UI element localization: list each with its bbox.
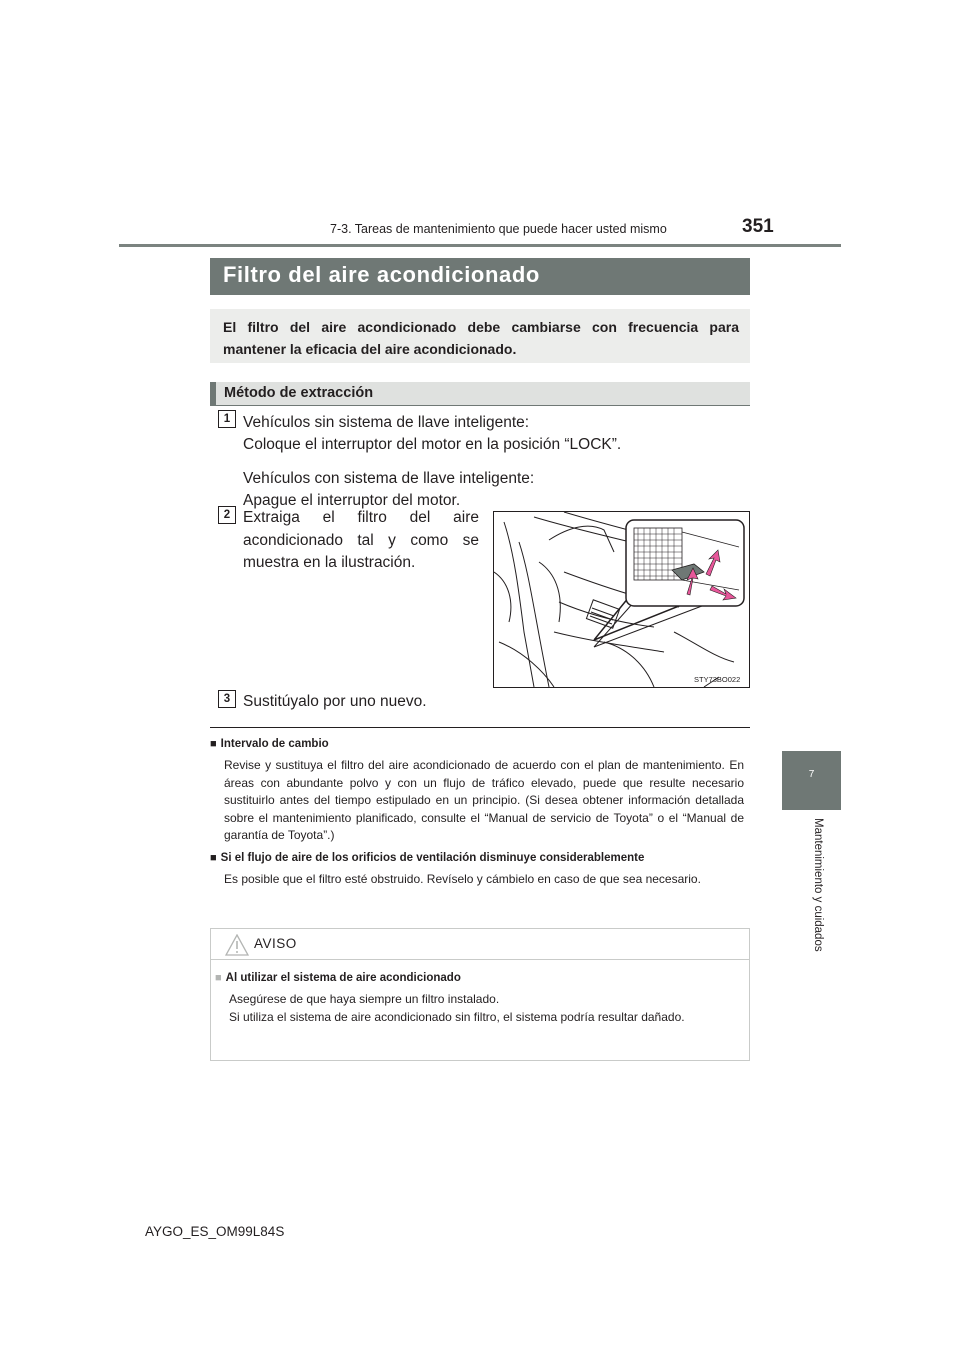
section-rule	[210, 727, 750, 728]
step-3-text: Sustitúyalo por uno nuevo.	[243, 693, 427, 710]
footer-code: AYGO_ES_OM99L84S	[145, 1224, 285, 1239]
step-1-line-1: Vehículos sin sistema de llave inteligente:	[243, 414, 530, 431]
step-2-badge: 2	[218, 506, 236, 524]
warning-marker: ■	[215, 972, 222, 984]
note-2-body: Es posible que el filtro esté obstruido. Revíselo y cámbielo en caso de que sea necesario.	[224, 872, 701, 886]
glovebox-filter-illustration	[493, 511, 750, 688]
warning-line-2: Si utiliza el sistema de aire acondicionado sin filtro, el sistema podría resultar dañado.	[229, 1009, 685, 1024]
note-2-heading-text: Si el flujo de aire de los orificios de ventilación disminuye considerablemente	[220, 852, 645, 864]
note-1-heading	[210, 738, 329, 750]
warning-triangle-icon	[225, 934, 249, 956]
illustration-code: STY73BO022	[694, 675, 741, 684]
chapter-tab	[782, 751, 841, 810]
chapter-label: Mantenimiento y cuidados	[812, 818, 824, 952]
section-title-bar	[210, 258, 750, 295]
intro-box	[210, 309, 750, 363]
glovebox-illustration-svg	[494, 512, 749, 687]
step-1-badge: 1	[218, 410, 236, 428]
warning-heading	[215, 972, 461, 984]
page-number: 351	[742, 216, 774, 237]
method-heading: Método de extracción	[224, 385, 374, 401]
step-1-line-2: Coloque el interruptor del motor en la posición “LOCK”.	[243, 436, 622, 453]
step-1-line-4: Apague el interruptor del motor.	[243, 492, 461, 509]
intro-text: El filtro del aire acondicionado debe cambiarse con frecuencia para mantener la eficacia del aire acondicionado.	[223, 319, 739, 357]
warning-label: AVISO	[254, 936, 297, 951]
chapter-number: 7	[808, 769, 815, 780]
method-heading-accent	[210, 382, 216, 406]
warning-heading-text: Al utilizar el sistema de aire acondicionado	[225, 972, 461, 984]
note-2-heading	[210, 852, 644, 864]
note-1-heading-text: Intervalo de cambio	[220, 738, 329, 750]
step-1-text	[243, 412, 743, 512]
note-1-marker: ■	[210, 738, 217, 750]
note-1-body: Revise y sustituya el filtro del aire acondicionado de acuerdo con el plan de mantenimiento. En áreas con abundante polvo y con un flujo de tráfico elevado, puede que resulte necesario sustituirlo antes del tiempo estipulado en un principio. (Si desea obtener información detallada sobre el mantenimiento planificado, consulte el “Manual de servicio de Toyota” o el “Manual de garantía de Toyota”.)	[224, 758, 744, 842]
step-1-line-3: Vehículos con sistema de llave inteligente:	[243, 470, 535, 487]
note-2-marker: ■	[210, 852, 217, 864]
warning-body	[229, 991, 739, 1026]
header-rule	[119, 244, 841, 247]
method-heading-bar	[210, 382, 750, 406]
running-header-section: 7-3. Tareas de mantenimiento que puede hacer usted mismo	[330, 222, 667, 236]
step-3-badge: 3	[218, 690, 236, 708]
warning-line-1: Asegúrese de que haya siempre un filtro instalado.	[229, 992, 500, 1006]
section-title: Filtro del aire acondicionado	[223, 262, 540, 287]
warning-heading-rule	[211, 959, 749, 960]
warning-box	[210, 928, 750, 1061]
step-2-text: Extraiga el filtro del aire acondicionado tal y como se muestra en la ilustración.	[243, 509, 479, 571]
